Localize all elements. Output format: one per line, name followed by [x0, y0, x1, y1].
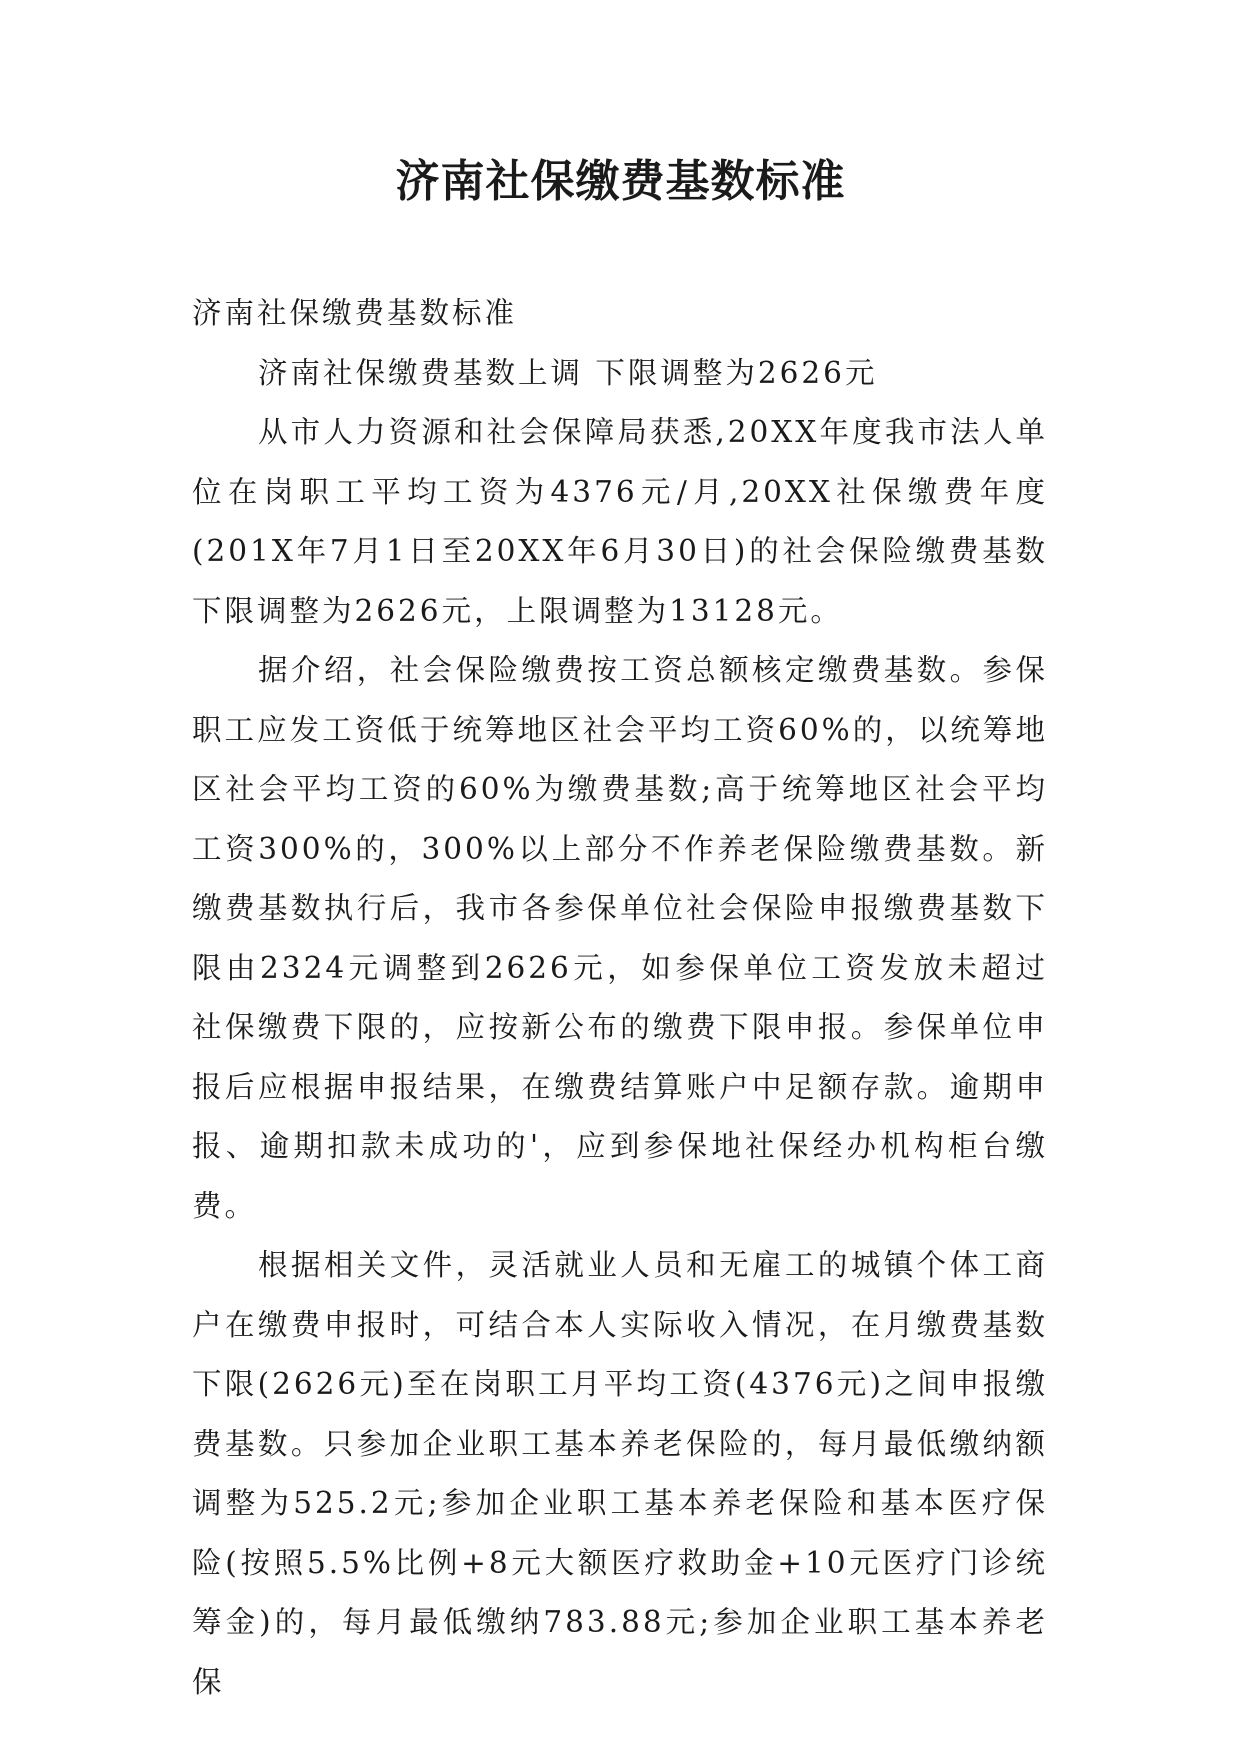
document-body [192, 284, 1048, 1712]
document-title: 济南社保缴费基数标准 [395, 156, 846, 207]
subtitle-paragraph: 济南社保缴费基数标准 [192, 296, 518, 330]
body-paragraph: 根据相关文件，灵活就业人员和无雇工的城镇个体工商户在缴费申报时，可结合本人实际收入情况，在月缴费基数下限(2626元)至在岗职工月平均工资(4376元)之间申报缴费基数。只参加企业职工基本养老保险的，每月最低缴纳额调整为525.2元;参加企业职工基本养老保险和基本医疗保险(按照5.5%比例+8元大额医疗救助金+10元医疗门诊统筹金)的，每月最低缴纳783.88元;参加企业职工基本养老保 [192, 1248, 1048, 1699]
headline-paragraph: 济南社保缴费基数上调 下限调整为2626元 [258, 355, 878, 390]
body-paragraph: 从市人力资源和社会保障局获悉,20XX年度我市法人单位在岗职工平均工资为4376元/月,20XX社保缴费年度(201X年7月1日至20XX年6月30日)的社会保险缴费基数下限调整为2626元，上限调整为13128元。 [192, 415, 1048, 628]
body-paragraph: 据介绍，社会保险缴费按工资总额核定缴费基数。参保职工应发工资低于统筹地区社会平均工资60%的，以统筹地区社会平均工资的60%为缴费基数;高于统筹地区社会平均工资300%的，300%以上部分不作养老保险缴费基数。新缴费基数执行后，我市各参保单位社会保险申报缴费基数下限由2324元调整到2626元，如参保单位工资发放未超过社保缴费下限的，应按新公布的缴费下限申报。参保单位申报后应根据申报结果，在缴费结算账户中足额存款。逾期申报、逾期扣款未成功的'，应到参保地社保经办机构柜台缴费。 [192, 653, 1048, 1223]
